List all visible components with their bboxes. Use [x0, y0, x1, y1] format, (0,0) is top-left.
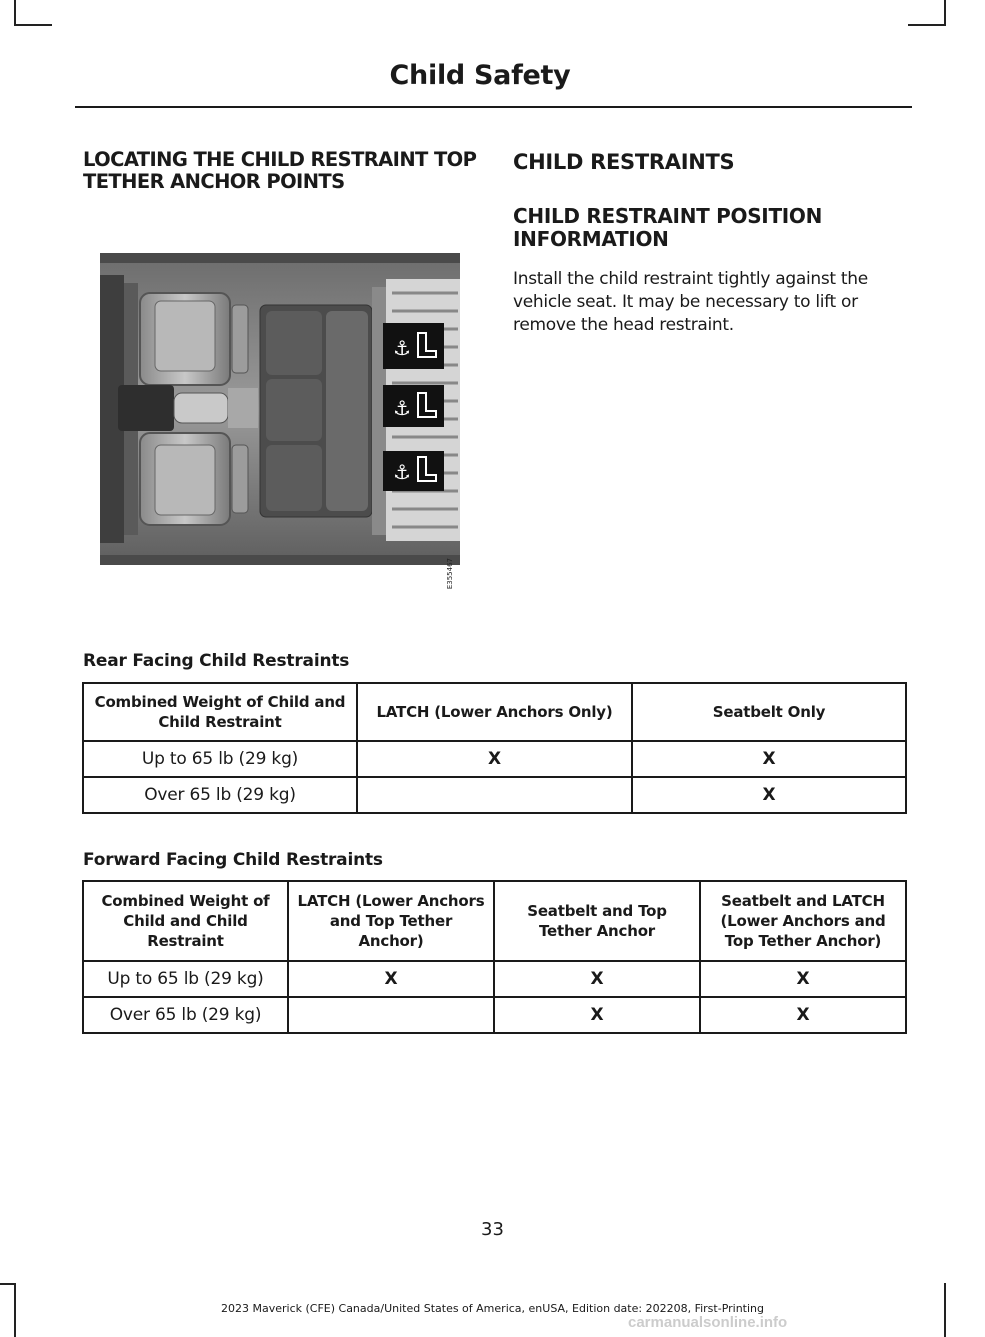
- rear-table-title: Rear Facing Child Restraints: [83, 651, 350, 671]
- tether-anchor-icon: [383, 451, 444, 491]
- table-cell: X: [494, 961, 700, 997]
- page-title: Child Safety: [389, 60, 571, 91]
- column-header: Combined Weight of Child and Child Restraint: [83, 683, 357, 741]
- body-paragraph: Install the child restraint tightly against the vehicle seat. It may be necessary to lift or remove the head restraint.: [513, 269, 868, 335]
- table-cell: X: [288, 961, 494, 997]
- subheading-position-info: CHILD RESTRAINT POSITION INFORMATION: [513, 204, 823, 251]
- table-cell: Up to 65 lb (29 kg): [83, 741, 357, 777]
- figure-code: E355467: [446, 558, 454, 590]
- edition-footer: 2023 Maverick (CFE) Canada/United States of America, enUSA, Edition date: 202208, First-Printing: [220, 1302, 765, 1315]
- table-cell: Over 65 lb (29 kg): [83, 997, 288, 1033]
- crop-mark: [14, 0, 16, 26]
- svg-text:⚓: ⚓: [393, 396, 411, 420]
- table-header-row: [83, 881, 906, 961]
- table-cell: X: [632, 777, 906, 813]
- rear-facing-table: [82, 682, 907, 814]
- column-header: LATCH (Lower Anchors and Top Tether Anchor): [288, 881, 494, 961]
- table-cell: X: [700, 997, 906, 1033]
- tether-anchor-icon: [383, 385, 444, 427]
- tether-anchor-icon: [383, 323, 444, 369]
- crop-mark: [0, 1283, 16, 1285]
- table-cell: [288, 997, 494, 1033]
- section-heading-child-restraints: CHILD RESTRAINTS: [513, 150, 735, 174]
- table-row: [83, 777, 906, 813]
- table-row: [83, 997, 906, 1033]
- section-heading-anchor-points: LOCATING THE CHILD RESTRAINT TOP TETHER ANCHOR POINTS: [83, 148, 477, 193]
- crop-mark: [944, 0, 946, 26]
- table-cell: Up to 65 lb (29 kg): [83, 961, 288, 997]
- table-cell: [357, 777, 632, 813]
- crop-mark: [14, 24, 52, 26]
- header-divider: [75, 106, 912, 108]
- forward-table-title: Forward Facing Child Restraints: [83, 850, 383, 870]
- column-header: Seatbelt and Top Tether Anchor: [494, 881, 700, 961]
- column-header: LATCH (Lower Anchors Only): [357, 683, 632, 741]
- svg-text:⚓: ⚓: [393, 460, 411, 484]
- forward-facing-table: [82, 880, 907, 1034]
- vehicle-interior-figure: [100, 253, 460, 590]
- column-header: Combined Weight of Child and Child Restraint: [83, 881, 288, 961]
- table-header-row: [83, 683, 906, 741]
- crop-mark: [908, 24, 946, 26]
- column-header: Seatbelt and LATCH (Lower Anchors and Top Tether Anchor): [700, 881, 906, 961]
- table-cell: X: [494, 997, 700, 1033]
- table-row: [83, 741, 906, 777]
- table-row: [83, 961, 906, 997]
- table-cell: X: [632, 741, 906, 777]
- table-cell: Over 65 lb (29 kg): [83, 777, 357, 813]
- watermark: carmanualsonline.info: [628, 1314, 788, 1331]
- column-header: Seatbelt Only: [632, 683, 906, 741]
- table-cell: X: [357, 741, 632, 777]
- page-number: 33: [481, 1219, 504, 1240]
- svg-text:⚓: ⚓: [393, 336, 411, 360]
- table-cell: X: [700, 961, 906, 997]
